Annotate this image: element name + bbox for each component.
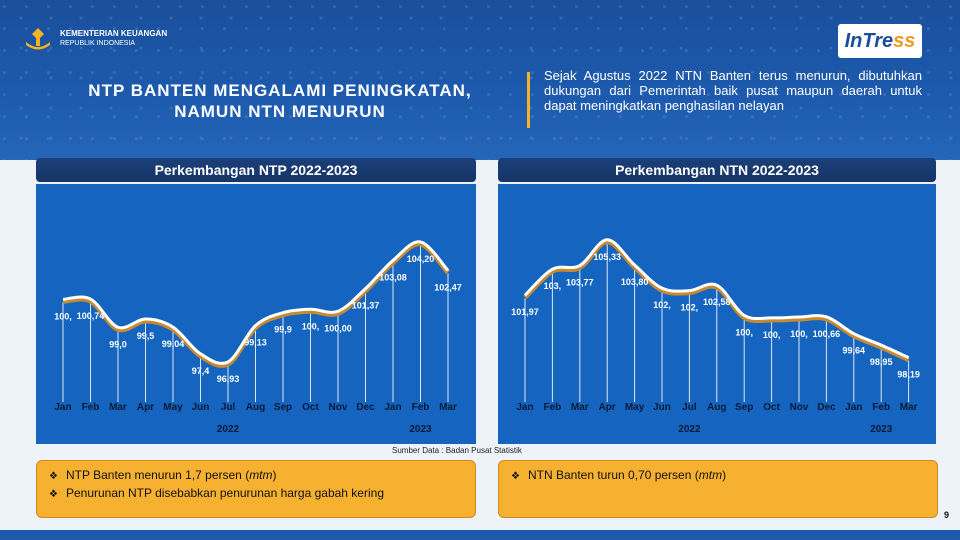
header-divider — [527, 72, 530, 128]
ntp-data-label: 100, — [301, 321, 320, 332]
ntn-chart-panel — [498, 158, 936, 444]
ntn-data-label: 98,19 — [897, 369, 920, 380]
ntp-data-label: 100, — [54, 311, 72, 322]
bottom-strip — [0, 530, 960, 540]
ntn-chart — [498, 184, 936, 444]
ntn-data-label: 100,66 — [812, 328, 841, 339]
ntp-data-label: 99,5 — [136, 331, 155, 342]
ntp-data-label: 99,13 — [244, 337, 267, 348]
ntn-x-tick: Jan — [845, 402, 863, 413]
intress-logo-part-b: ss — [893, 29, 916, 52]
source-note: Sumber Data : Badan Pusat Statistik — [392, 446, 522, 455]
ntp-x-tick: Dec — [356, 402, 375, 413]
ntp-x-tick: Aug — [245, 402, 266, 413]
ntp-x-tick: Nov — [328, 402, 348, 413]
ntn-data-label: 102, — [653, 300, 671, 311]
ntp-data-label: 103,08 — [379, 272, 407, 283]
ntp-x-tick: Mar — [439, 402, 457, 413]
ntp-data-label: 99,04 — [161, 339, 185, 350]
ntn-chart-title: Perkembangan NTN 2022-2023 — [498, 158, 936, 182]
ntp-data-label: 99,9 — [274, 324, 292, 335]
ntp-chart-area — [36, 184, 476, 444]
ministry-logo — [22, 26, 167, 52]
ntn-x-tick: Mar — [570, 402, 589, 413]
page-title-line2: NAMUN NTN MENURUN — [174, 102, 386, 121]
page-number: 9 — [944, 510, 950, 520]
ntp-notes — [36, 460, 476, 518]
ntn-year-label: 2023 — [870, 424, 893, 435]
ntn-chart-area — [498, 184, 936, 444]
ntn-data-label: 100, — [735, 327, 753, 338]
ntn-data-label: 100, — [790, 329, 808, 340]
ntp-x-tick: Mar — [109, 402, 127, 413]
ntn-data-label: 101,97 — [511, 307, 539, 318]
ntn-data-label: 102,58 — [703, 297, 731, 308]
ntn-data-label: 99,64 — [842, 345, 866, 356]
page-title — [40, 80, 520, 122]
ntn-note-item: ❖ NTN Banten turun 0,70 persen (mtm) — [511, 467, 925, 485]
ntp-chart-title: Perkembangan NTP 2022-2023 — [36, 158, 476, 182]
ministry-sub: REPUBLIK INDONESIA — [60, 40, 136, 47]
ntn-x-tick: Jan — [516, 402, 534, 413]
header-description: Sejak Agustus 2022 NTN Banten terus menurun, dibutuhkan dukungan dari Pemerintah baik pusat maupun daerah untuk dapat meningkatkan penghasilan nelayan — [544, 68, 922, 113]
ntn-year-label: 2022 — [678, 424, 701, 435]
ntp-note-item: ❖ Penurunan NTP disebabkan penurunan harga gabah kering — [49, 485, 463, 503]
ntn-x-tick: Jun — [653, 402, 671, 413]
ntn-x-tick: Feb — [543, 402, 562, 413]
ntp-data-label: 102,47 — [434, 282, 462, 293]
ntn-x-tick: Feb — [872, 402, 891, 413]
ntp-data-label: 97,4 — [191, 365, 210, 376]
ntp-note-item: ❖ NTP Banten menurun 1,7 persen (mtm) — [49, 467, 463, 485]
ntp-year-label: 2022 — [216, 424, 240, 435]
ministry-name: KEMENTERIAN KEUANGAN — [60, 29, 168, 38]
ntn-data-label: 103,80 — [620, 277, 649, 288]
ntn-x-tick: Apr — [598, 402, 616, 413]
intress-logo-part-a: InTre — [844, 29, 894, 52]
ntn-notes — [498, 460, 938, 518]
ntp-x-tick: May — [163, 402, 183, 413]
ntn-data-label: 105,33 — [593, 251, 621, 262]
ntp-x-tick: Feb — [81, 402, 100, 413]
ntp-x-tick: Jan — [54, 402, 72, 413]
ntp-x-tick: Apr — [136, 402, 155, 413]
ntp-x-tick: Jun — [191, 402, 210, 413]
ntn-data-label: 103, — [543, 281, 562, 292]
ntp-data-label: 101,37 — [351, 300, 380, 311]
ntp-year-label: 2023 — [409, 424, 432, 435]
ntp-data-label: 104,20 — [406, 253, 435, 264]
ntp-data-label: 99,0 — [109, 339, 127, 350]
ntn-data-label: 103,77 — [566, 277, 594, 288]
ministry-emblem-icon — [22, 26, 54, 52]
ntp-x-tick: Jan — [384, 402, 402, 413]
ntn-x-tick: Nov — [789, 402, 809, 413]
ntn-x-tick: May — [624, 402, 645, 413]
ntp-data-label: 100,74 — [76, 311, 105, 322]
ntp-data-label: 96,93 — [216, 373, 240, 384]
ntn-x-tick: Oct — [763, 402, 780, 413]
ntn-x-tick: Aug — [707, 402, 727, 413]
ntn-x-tick: Jul — [682, 402, 697, 413]
ntp-data-label: 100,00 — [324, 323, 352, 334]
ntp-chart — [36, 184, 476, 444]
ntn-x-tick: Mar — [899, 402, 918, 413]
ntn-data-label: 98,95 — [869, 357, 893, 368]
page-title-line1: NTP BANTEN MENGALAMI PENINGKATAN, — [88, 81, 472, 100]
ntn-data-label: 100, — [762, 329, 781, 340]
ntn-x-tick: Sep — [735, 402, 754, 413]
ntp-x-tick: Feb — [411, 402, 430, 413]
ntp-x-tick: Oct — [302, 402, 319, 413]
ntp-chart-panel — [36, 158, 476, 444]
ntn-x-tick: Dec — [817, 402, 836, 413]
ntn-data-label: 102, — [680, 302, 699, 313]
ntp-x-tick: Jul — [220, 402, 236, 413]
intress-logo — [838, 24, 922, 58]
ntp-x-tick: Sep — [273, 402, 293, 413]
